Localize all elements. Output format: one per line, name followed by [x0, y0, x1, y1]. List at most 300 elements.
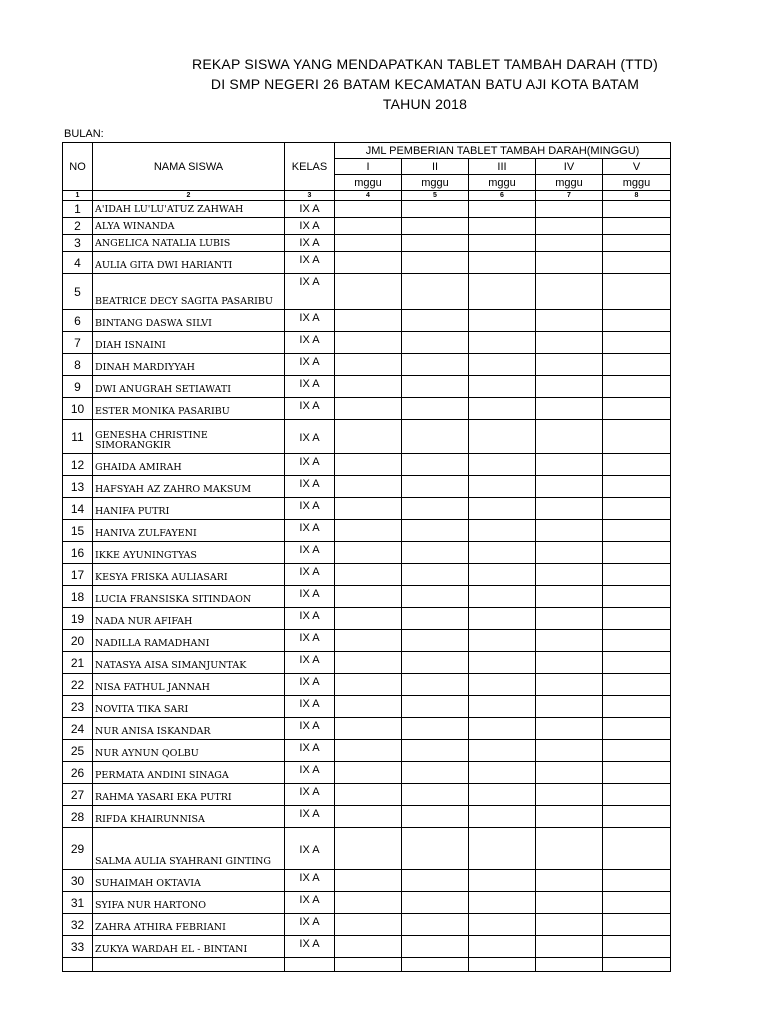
week-5-cell[interactable]: [603, 936, 671, 958]
header-week-2: II: [402, 159, 469, 175]
row-number: 28: [63, 806, 93, 828]
week-4-cell[interactable]: [536, 420, 603, 454]
week-3-cell[interactable]: [469, 914, 536, 936]
week-2-cell[interactable]: [402, 586, 469, 608]
student-kelas: IX A: [285, 914, 335, 936]
week-5-cell[interactable]: [603, 201, 671, 218]
header-unit-3: mggu: [469, 175, 536, 191]
student-kelas: IX A: [285, 696, 335, 718]
week-1-cell[interactable]: [335, 332, 402, 354]
week-4-cell[interactable]: [536, 892, 603, 914]
student-name: ZUKYA WARDAH EL - BINTANI: [93, 936, 285, 958]
week-4-cell[interactable]: [536, 252, 603, 274]
document-title-line-2: DI SMP NEGERI 26 BATAM KECAMATAN BATU AJI KOTA BATAM: [210, 76, 640, 92]
week-1-cell[interactable]: [335, 235, 402, 252]
week-2-cell[interactable]: [402, 498, 469, 520]
student-kelas: IX A: [285, 310, 335, 332]
header-nama-siswa: NAMA SISWA: [93, 143, 285, 191]
week-1-cell[interactable]: [335, 218, 402, 235]
week-2-cell[interactable]: [402, 252, 469, 274]
week-5-cell[interactable]: [603, 310, 671, 332]
week-4-cell[interactable]: [536, 586, 603, 608]
student-name: NOVITA TIKA SARI: [93, 696, 285, 718]
student-kelas: IX A: [285, 608, 335, 630]
col-index-5: 5: [402, 191, 469, 201]
week-2-cell[interactable]: [402, 376, 469, 398]
week-3-cell[interactable]: [469, 718, 536, 740]
col-index-3: 3: [285, 191, 335, 201]
table-row: [63, 274, 671, 310]
week-4-cell[interactable]: [536, 542, 603, 564]
row-number: 32: [63, 914, 93, 936]
week-5-cell[interactable]: [603, 762, 671, 784]
week-1-cell[interactable]: [335, 252, 402, 274]
week-5-cell[interactable]: [603, 252, 671, 274]
document-title-line-3: TAHUN 2018: [382, 96, 468, 112]
week-5-cell[interactable]: [603, 892, 671, 914]
header-week-4: IV: [536, 159, 603, 175]
student-kelas: IX A: [285, 740, 335, 762]
week-2-cell[interactable]: [402, 201, 469, 218]
row-number: 16: [63, 542, 93, 564]
table-row: [63, 564, 671, 586]
week-2-cell[interactable]: [402, 762, 469, 784]
week-4-cell[interactable]: [536, 354, 603, 376]
student-kelas: IX A: [285, 542, 335, 564]
week-5-cell[interactable]: [603, 586, 671, 608]
week-3-cell[interactable]: [469, 608, 536, 630]
week-4-cell[interactable]: [536, 696, 603, 718]
empty-cell[interactable]: [402, 958, 469, 972]
week-2-cell[interactable]: [402, 235, 469, 252]
col-index-2: 2: [93, 191, 285, 201]
week-5-cell[interactable]: [603, 870, 671, 892]
week-3-cell[interactable]: [469, 784, 536, 806]
student-name: KESYA FRISKA AULIASARI: [93, 564, 285, 586]
header-kelas: KELAS: [285, 143, 335, 191]
week-1-cell[interactable]: [335, 608, 402, 630]
week-5-cell[interactable]: [603, 806, 671, 828]
week-4-cell[interactable]: [536, 476, 603, 498]
table-row: [63, 652, 671, 674]
table-row: [63, 784, 671, 806]
week-3-cell[interactable]: [469, 376, 536, 398]
week-1-cell[interactable]: [335, 310, 402, 332]
week-3-cell[interactable]: [469, 542, 536, 564]
week-3-cell[interactable]: [469, 218, 536, 235]
student-kelas: IX A: [285, 718, 335, 740]
week-2-cell[interactable]: [402, 718, 469, 740]
student-name: DIAH ISNAINI: [93, 332, 285, 354]
student-name: IKKE AYUNINGTYAS: [93, 542, 285, 564]
week-5-cell[interactable]: [603, 564, 671, 586]
week-5-cell[interactable]: [603, 218, 671, 235]
week-1-cell[interactable]: [335, 201, 402, 218]
week-1-cell[interactable]: [335, 892, 402, 914]
week-4-cell[interactable]: [536, 564, 603, 586]
week-5-cell[interactable]: [603, 476, 671, 498]
week-5-cell[interactable]: [603, 674, 671, 696]
week-3-cell[interactable]: [469, 652, 536, 674]
week-3-cell[interactable]: [469, 201, 536, 218]
week-4-cell[interactable]: [536, 376, 603, 398]
row-number: 5: [63, 274, 93, 310]
student-name: NADA NUR AFIFAH: [93, 608, 285, 630]
row-number: 22: [63, 674, 93, 696]
week-5-cell[interactable]: [603, 420, 671, 454]
week-4-cell[interactable]: [536, 652, 603, 674]
row-number: 15: [63, 520, 93, 542]
student-name: GHAIDA AMIRAH: [93, 454, 285, 476]
week-2-cell[interactable]: [402, 454, 469, 476]
week-1-cell[interactable]: [335, 696, 402, 718]
week-2-cell[interactable]: [402, 936, 469, 958]
week-5-cell[interactable]: [603, 398, 671, 420]
week-5-cell[interactable]: [603, 542, 671, 564]
student-name: RIFDA KHAIRUNNISA: [93, 806, 285, 828]
table-row: [63, 476, 671, 498]
header-unit-1: mggu: [335, 175, 402, 191]
table-row: [63, 892, 671, 914]
week-1-cell[interactable]: [335, 476, 402, 498]
table-row: [63, 542, 671, 564]
week-4-cell[interactable]: [536, 201, 603, 218]
week-3-cell[interactable]: [469, 806, 536, 828]
table-row: [63, 914, 671, 936]
week-4-cell[interactable]: [536, 740, 603, 762]
week-4-cell[interactable]: [536, 398, 603, 420]
week-4-cell[interactable]: [536, 332, 603, 354]
week-1-cell[interactable]: [335, 520, 402, 542]
table-row: [63, 235, 671, 252]
week-2-cell[interactable]: [402, 784, 469, 806]
week-3-cell[interactable]: [469, 310, 536, 332]
week-3-cell[interactable]: [469, 354, 536, 376]
week-3-cell[interactable]: [469, 454, 536, 476]
week-1-cell[interactable]: [335, 354, 402, 376]
week-4-cell[interactable]: [536, 454, 603, 476]
week-2-cell[interactable]: [402, 520, 469, 542]
week-5-cell[interactable]: [603, 696, 671, 718]
week-3-cell[interactable]: [469, 762, 536, 784]
student-name: RAHMA YASARI EKA PUTRI: [93, 784, 285, 806]
week-1-cell[interactable]: [335, 652, 402, 674]
empty-cell[interactable]: [63, 958, 93, 972]
empty-cell[interactable]: [93, 958, 285, 972]
week-4-cell[interactable]: [536, 274, 603, 310]
week-4-cell[interactable]: [536, 828, 603, 870]
student-name: DWI ANUGRAH SETIAWATI: [93, 376, 285, 398]
student-name: NATASYA AISA SIMANJUNTAK: [93, 652, 285, 674]
week-5-cell[interactable]: [603, 454, 671, 476]
week-1-cell[interactable]: [335, 586, 402, 608]
recap-table: [62, 142, 671, 972]
week-2-cell[interactable]: [402, 542, 469, 564]
week-5-cell[interactable]: [603, 652, 671, 674]
week-5-cell[interactable]: [603, 828, 671, 870]
student-name: AULIA GITA DWI HARIANTI: [93, 252, 285, 274]
row-number: 25: [63, 740, 93, 762]
row-number: 18: [63, 586, 93, 608]
table-row: [63, 740, 671, 762]
week-2-cell[interactable]: [402, 652, 469, 674]
table-row: [63, 420, 671, 454]
week-3-cell[interactable]: [469, 696, 536, 718]
week-4-cell[interactable]: [536, 310, 603, 332]
week-2-cell[interactable]: [402, 914, 469, 936]
week-1-cell[interactable]: [335, 564, 402, 586]
student-name: HAFSYAH AZ ZAHRO MAKSUM: [93, 476, 285, 498]
week-4-cell[interactable]: [536, 235, 603, 252]
week-2-cell[interactable]: [402, 696, 469, 718]
week-2-cell[interactable]: [402, 310, 469, 332]
student-kelas: IX A: [285, 564, 335, 586]
student-kelas: IX A: [285, 235, 335, 252]
table-row: [63, 762, 671, 784]
student-name: LUCIA FRANSISKA SITINDAON: [93, 586, 285, 608]
row-number: 30: [63, 870, 93, 892]
week-1-cell[interactable]: [335, 784, 402, 806]
week-1-cell[interactable]: [335, 762, 402, 784]
week-5-cell[interactable]: [603, 376, 671, 398]
header-week-5: V: [603, 159, 671, 175]
row-number: 27: [63, 784, 93, 806]
week-1-cell[interactable]: [335, 376, 402, 398]
week-1-cell[interactable]: [335, 914, 402, 936]
student-kelas: IX A: [285, 201, 335, 218]
header-unit-2: mggu: [402, 175, 469, 191]
week-3-cell[interactable]: [469, 630, 536, 652]
student-name: NUR AYNUN QOLBU: [93, 740, 285, 762]
week-3-cell[interactable]: [469, 476, 536, 498]
week-5-cell[interactable]: [603, 498, 671, 520]
week-2-cell[interactable]: [402, 608, 469, 630]
student-kelas: IX A: [285, 870, 335, 892]
week-3-cell[interactable]: [469, 828, 536, 870]
week-1-cell[interactable]: [335, 498, 402, 520]
week-5-cell[interactable]: [603, 740, 671, 762]
week-4-cell[interactable]: [536, 218, 603, 235]
empty-cell[interactable]: [469, 958, 536, 972]
document-title-line-1: REKAP SISWA YANG MENDAPATKAN TABLET TAMBAH DARAH (TTD): [192, 56, 658, 72]
student-kelas: IX A: [285, 398, 335, 420]
week-2-cell[interactable]: [402, 870, 469, 892]
student-kelas: IX A: [285, 498, 335, 520]
student-kelas: IX A: [285, 274, 335, 310]
week-2-cell[interactable]: [402, 354, 469, 376]
week-3-cell[interactable]: [469, 420, 536, 454]
week-4-cell[interactable]: [536, 914, 603, 936]
row-number: 11: [63, 420, 93, 454]
week-1-cell[interactable]: [335, 870, 402, 892]
week-5-cell[interactable]: [603, 914, 671, 936]
week-4-cell[interactable]: [536, 520, 603, 542]
empty-cell[interactable]: [536, 958, 603, 972]
table-row: [63, 806, 671, 828]
row-number: 12: [63, 454, 93, 476]
week-2-cell[interactable]: [402, 828, 469, 870]
table-row: [63, 718, 671, 740]
week-1-cell[interactable]: [335, 936, 402, 958]
week-4-cell[interactable]: [536, 870, 603, 892]
table-row: [63, 252, 671, 274]
week-3-cell[interactable]: [469, 936, 536, 958]
row-number: 9: [63, 376, 93, 398]
student-name: ALYA WINANDA: [93, 218, 285, 235]
week-1-cell[interactable]: [335, 806, 402, 828]
bulan-label: BULAN:: [64, 128, 104, 140]
week-5-cell[interactable]: [603, 274, 671, 310]
row-number: 17: [63, 564, 93, 586]
student-kelas: IX A: [285, 936, 335, 958]
week-4-cell[interactable]: [536, 936, 603, 958]
row-number: 8: [63, 354, 93, 376]
row-number: 20: [63, 630, 93, 652]
header-no: NO: [63, 143, 93, 191]
week-4-cell[interactable]: [536, 674, 603, 696]
week-2-cell[interactable]: [402, 674, 469, 696]
student-kelas: IX A: [285, 476, 335, 498]
student-name: ZAHRA ATHIRA FEBRIANI: [93, 914, 285, 936]
week-2-cell[interactable]: [402, 218, 469, 235]
week-5-cell[interactable]: [603, 520, 671, 542]
table-row: [63, 586, 671, 608]
row-number: 6: [63, 310, 93, 332]
week-3-cell[interactable]: [469, 498, 536, 520]
week-4-cell[interactable]: [536, 718, 603, 740]
student-kelas: IX A: [285, 420, 335, 454]
row-number: 29: [63, 828, 93, 870]
week-4-cell[interactable]: [536, 784, 603, 806]
week-1-cell[interactable]: [335, 674, 402, 696]
student-name: GENESHA CHRISTINE SIMORANGKIR: [93, 420, 285, 454]
table-row: [63, 354, 671, 376]
week-1-cell[interactable]: [335, 542, 402, 564]
student-kelas: IX A: [285, 652, 335, 674]
week-1-cell[interactable]: [335, 398, 402, 420]
week-5-cell[interactable]: [603, 608, 671, 630]
student-name: NISA FATHUL JANNAH: [93, 674, 285, 696]
header-unit-5: mggu: [603, 175, 671, 191]
week-3-cell[interactable]: [469, 398, 536, 420]
week-5-cell[interactable]: [603, 235, 671, 252]
student-name: SUHAIMAH OKTAVIA: [93, 870, 285, 892]
empty-cell[interactable]: [603, 958, 671, 972]
table-row: [63, 376, 671, 398]
week-3-cell[interactable]: [469, 235, 536, 252]
student-name: A'IDAH LU'LU'ATUZ ZAHWAH: [93, 201, 285, 218]
week-2-cell[interactable]: [402, 398, 469, 420]
student-name: ANGELICA NATALIA LUBIS: [93, 235, 285, 252]
week-4-cell[interactable]: [536, 630, 603, 652]
table-row: [63, 828, 671, 870]
week-3-cell[interactable]: [469, 740, 536, 762]
week-3-cell[interactable]: [469, 564, 536, 586]
empty-row: [63, 958, 671, 972]
week-5-cell[interactable]: [603, 630, 671, 652]
student-name: HANIVA ZULFAYENI: [93, 520, 285, 542]
student-kelas: IX A: [285, 892, 335, 914]
week-5-cell[interactable]: [603, 354, 671, 376]
week-3-cell[interactable]: [469, 870, 536, 892]
week-3-cell[interactable]: [469, 892, 536, 914]
week-4-cell[interactable]: [536, 806, 603, 828]
student-name: SYIFA NUR HARTONO: [93, 892, 285, 914]
empty-cell[interactable]: [335, 958, 402, 972]
empty-cell[interactable]: [285, 958, 335, 972]
week-2-cell[interactable]: [402, 332, 469, 354]
table-row: [63, 630, 671, 652]
student-kelas: IX A: [285, 252, 335, 274]
student-name: DINAH MARDIYYAH: [93, 354, 285, 376]
week-1-cell[interactable]: [335, 274, 402, 310]
table-row: [63, 674, 671, 696]
week-4-cell[interactable]: [536, 608, 603, 630]
week-1-cell[interactable]: [335, 718, 402, 740]
table-row: [63, 608, 671, 630]
table-row: [63, 398, 671, 420]
table-row: [63, 310, 671, 332]
week-1-cell[interactable]: [335, 828, 402, 870]
week-5-cell[interactable]: [603, 332, 671, 354]
row-number: 2: [63, 218, 93, 235]
week-3-cell[interactable]: [469, 332, 536, 354]
week-2-cell[interactable]: [402, 740, 469, 762]
table-row: [63, 201, 671, 218]
week-1-cell[interactable]: [335, 740, 402, 762]
week-4-cell[interactable]: [536, 762, 603, 784]
week-5-cell[interactable]: [603, 718, 671, 740]
week-1-cell[interactable]: [335, 454, 402, 476]
week-3-cell[interactable]: [469, 252, 536, 274]
table-row: [63, 936, 671, 958]
week-2-cell[interactable]: [402, 420, 469, 454]
student-name: BINTANG DASWA SILVI: [93, 310, 285, 332]
week-3-cell[interactable]: [469, 674, 536, 696]
student-name: PERMATA ANDINI SINAGA: [93, 762, 285, 784]
col-index-4: 4: [335, 191, 402, 201]
row-number: 14: [63, 498, 93, 520]
col-index-1: 1: [63, 191, 93, 201]
week-1-cell[interactable]: [335, 420, 402, 454]
row-number: 26: [63, 762, 93, 784]
student-name: ESTER MONIKA PASARIBU: [93, 398, 285, 420]
student-kelas: IX A: [285, 762, 335, 784]
student-kelas: IX A: [285, 454, 335, 476]
week-2-cell[interactable]: [402, 274, 469, 310]
week-2-cell[interactable]: [402, 476, 469, 498]
week-2-cell[interactable]: [402, 564, 469, 586]
week-3-cell[interactable]: [469, 520, 536, 542]
week-1-cell[interactable]: [335, 630, 402, 652]
week-5-cell[interactable]: [603, 784, 671, 806]
week-3-cell[interactable]: [469, 274, 536, 310]
row-number: 24: [63, 718, 93, 740]
week-2-cell[interactable]: [402, 630, 469, 652]
table-row: [63, 218, 671, 235]
row-number: 21: [63, 652, 93, 674]
week-2-cell[interactable]: [402, 806, 469, 828]
table-row: [63, 498, 671, 520]
header-week-1: I: [335, 159, 402, 175]
week-2-cell[interactable]: [402, 892, 469, 914]
student-kelas: IX A: [285, 218, 335, 235]
week-3-cell[interactable]: [469, 586, 536, 608]
week-4-cell[interactable]: [536, 498, 603, 520]
table-row: [63, 454, 671, 476]
row-number: 19: [63, 608, 93, 630]
student-kelas: IX A: [285, 674, 335, 696]
